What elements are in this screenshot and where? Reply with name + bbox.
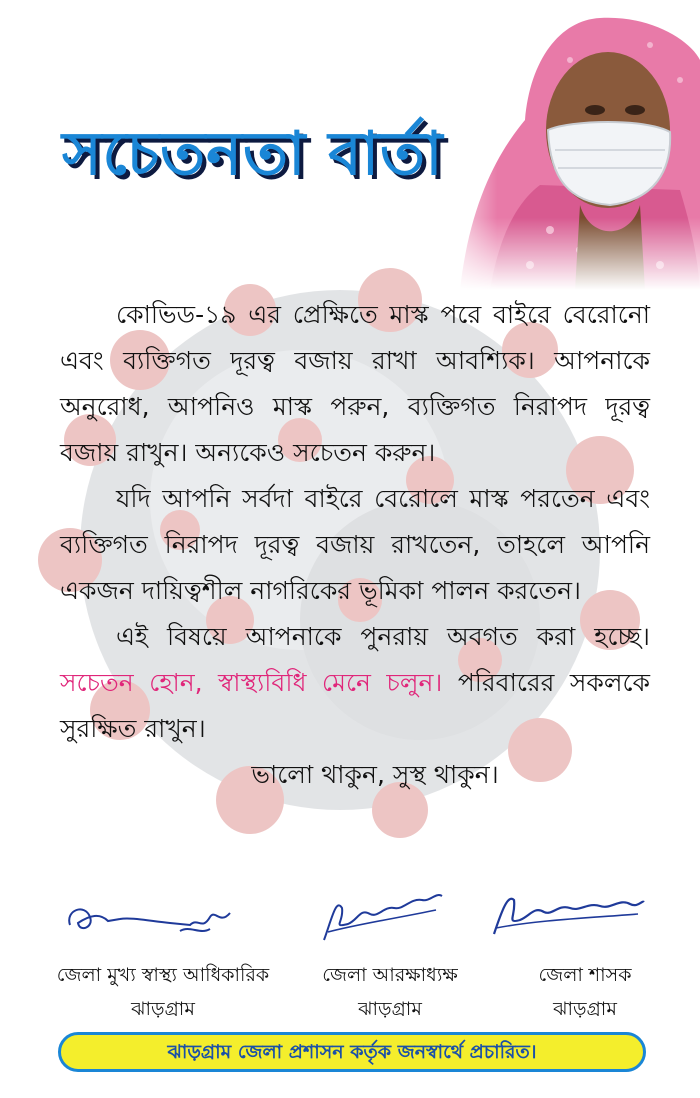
notice-body [60, 292, 650, 798]
signatory-location: ঝাড়গ্রাম [358, 998, 422, 1020]
signature-cmoh [60, 895, 250, 943]
signature-sp [318, 888, 448, 946]
signature-dm [488, 890, 648, 942]
signatory-designation: জেলা আরক্ষাধ্যক্ষ [322, 964, 458, 986]
signatory-cmoh [18, 958, 308, 1026]
signatory-sp [300, 958, 480, 1026]
closing-line: ভালো থাকুন, সুস্থ থাকুন। [251, 760, 499, 789]
paragraph-2: যদি আপনি সর্বদা বাইরে বেরোলে মাস্ক পরতেন এবং ব্যক্তিগত নিরাপদ দূরত্ব বজায় রাখতেন, তাহলে আপনি একজন দায়িত্বশীল নাগরিকের ভূমিকা পালন করতেন। [60, 484, 650, 605]
paragraph-3 [60, 614, 650, 752]
paragraph-3-end: পরিবারের সকলকে সুরক্ষিত রাখুন। [60, 668, 651, 743]
signatory-location: ঝাড়গ্রাম [131, 998, 195, 1020]
signatory-designation: জেলা শাসক [538, 964, 632, 986]
highlight-text: সচেতন হোন, স্বাস্থ্যবিধি মেনে চলুন। [60, 668, 443, 697]
signatory-dm [500, 958, 670, 1026]
paragraph-3-start: এই বিষয়ে আপনাকে পুনরায় অবগত করা হচ্ছে। [116, 622, 650, 651]
footer-banner: ঝাড়গ্রাম জেলা প্রশাসন কর্তৃক জনস্বার্থে প্রচারিত। [58, 1032, 646, 1072]
page-title: সচেতনতা বার্তা [62, 119, 444, 189]
masked-woman-photo [430, 0, 700, 290]
paragraph-1: কোভিড-১৯ এর প্রেক্ষিতে মাস্ক পরে বাইরে বেরোনো এবং ব্যক্তিগত দূরত্ব বজায় রাখা আবশ্যিক। আপনাকে অনুরোধ, আপনিও মাস্ক পরুন, ব্যক্তিগত নিরাপদ দূরত্ব বজায় রাখুন। অন্যকেও সচেতন করুন। [60, 300, 650, 467]
signatory-designation: জেলা মুখ্য স্বাস্থ্য আধিকারিক [56, 964, 270, 986]
signatory-location: ঝাড়গ্রাম [553, 998, 617, 1020]
